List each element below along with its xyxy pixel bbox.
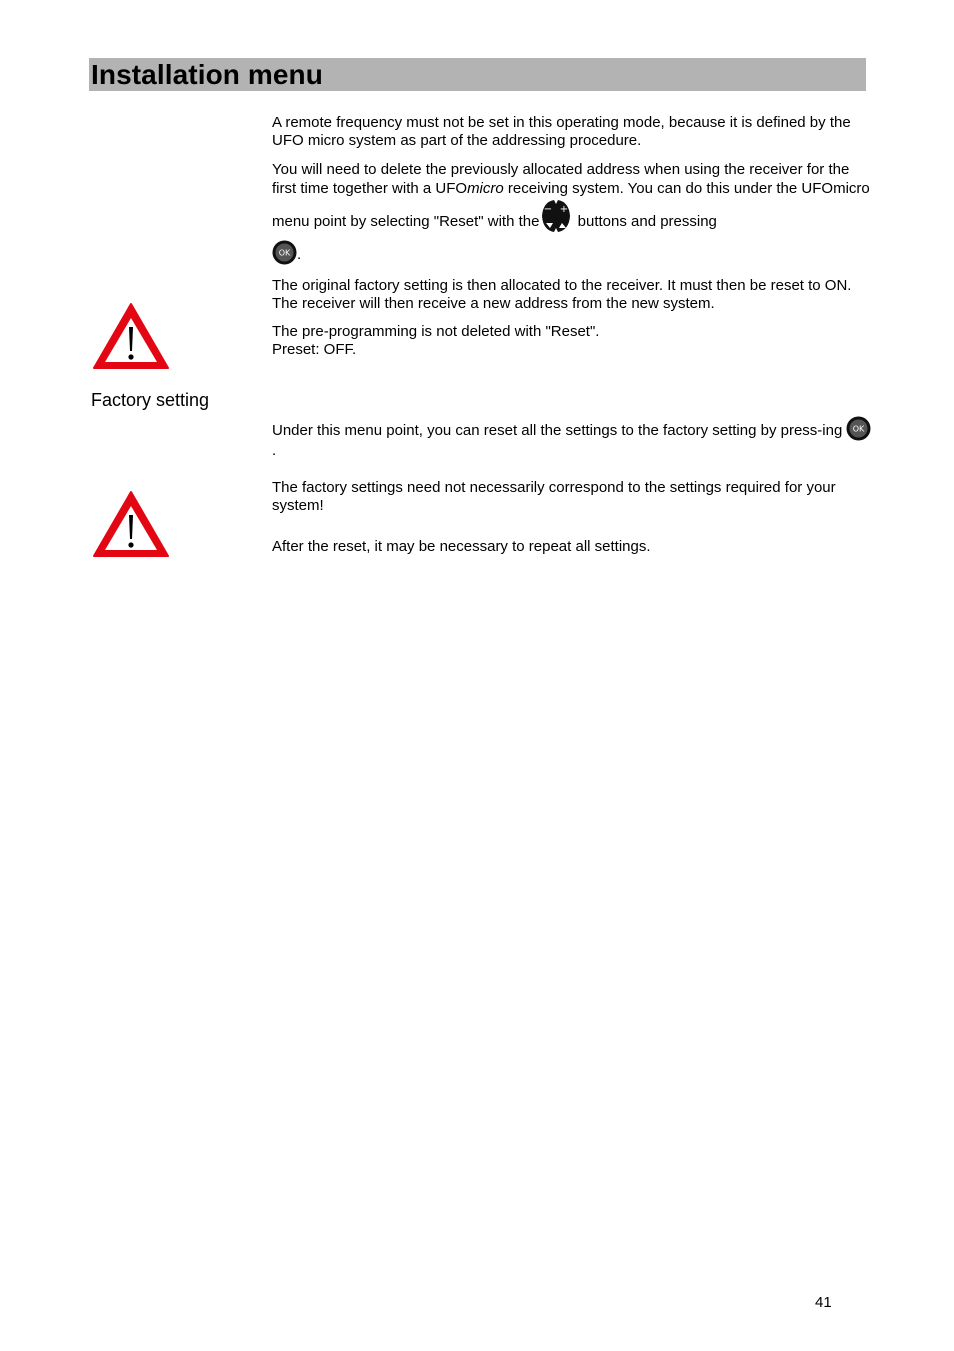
text-fragment: Under this menu point, you can reset all the settings to the factory setting by press-ing	[272, 422, 843, 439]
plus-label: +	[560, 204, 569, 215]
factory-setting-label: Factory setting	[91, 390, 210, 410]
page-title: Installation menu	[91, 59, 323, 90]
ok-label: OK	[278, 248, 291, 258]
minus-plus-buttons-icon	[541, 198, 571, 234]
paragraph-delete-address	[272, 160, 872, 265]
text-fragment: You will need to delete the previously allocated address when using the receiver for the first time together with a UFO	[272, 161, 850, 197]
ok-label: OK	[853, 424, 865, 434]
text-italic-micro: micro	[467, 180, 504, 197]
text-fragment: receiving system. You can do this under the UFOmicro menu point by selecting "Reset" with the	[272, 180, 870, 230]
paragraph-preprogramming	[272, 323, 872, 359]
warning-triangle-icon	[91, 301, 171, 371]
text-fragment: .	[297, 246, 302, 263]
paragraph-factory-reset	[272, 416, 872, 461]
minus-label: −	[544, 204, 553, 215]
text-line-preset: Preset: OFF.	[272, 341, 357, 358]
text-line: The pre-programming is not deleted with "Reset".	[272, 323, 600, 340]
text-fragment: buttons and pressing	[573, 213, 717, 230]
warning-triangle-icon	[91, 489, 171, 559]
paragraph-factory-differs: The factory settings need not necessarily correspond to the settings required for your system!	[272, 479, 836, 514]
page-title-bar	[89, 58, 866, 91]
paragraph-remote-frequency: A remote frequency must not be set in this operating mode, because it is defined by the UFO micro system as part of the addressing procedure.	[272, 114, 851, 149]
paragraph-repeat-settings: After the reset, it may be necessary to repeat all settings.	[272, 538, 651, 555]
ok-button-icon	[846, 416, 871, 441]
ok-button-icon	[272, 240, 297, 265]
page-number: 41	[815, 1294, 832, 1311]
paragraph-factory-allocated: The original factory setting is then allocated to the receiver. It must then be reset to ON. The receiver will then receive a new address from the new system.	[272, 277, 852, 312]
text-fragment: .	[272, 442, 277, 459]
